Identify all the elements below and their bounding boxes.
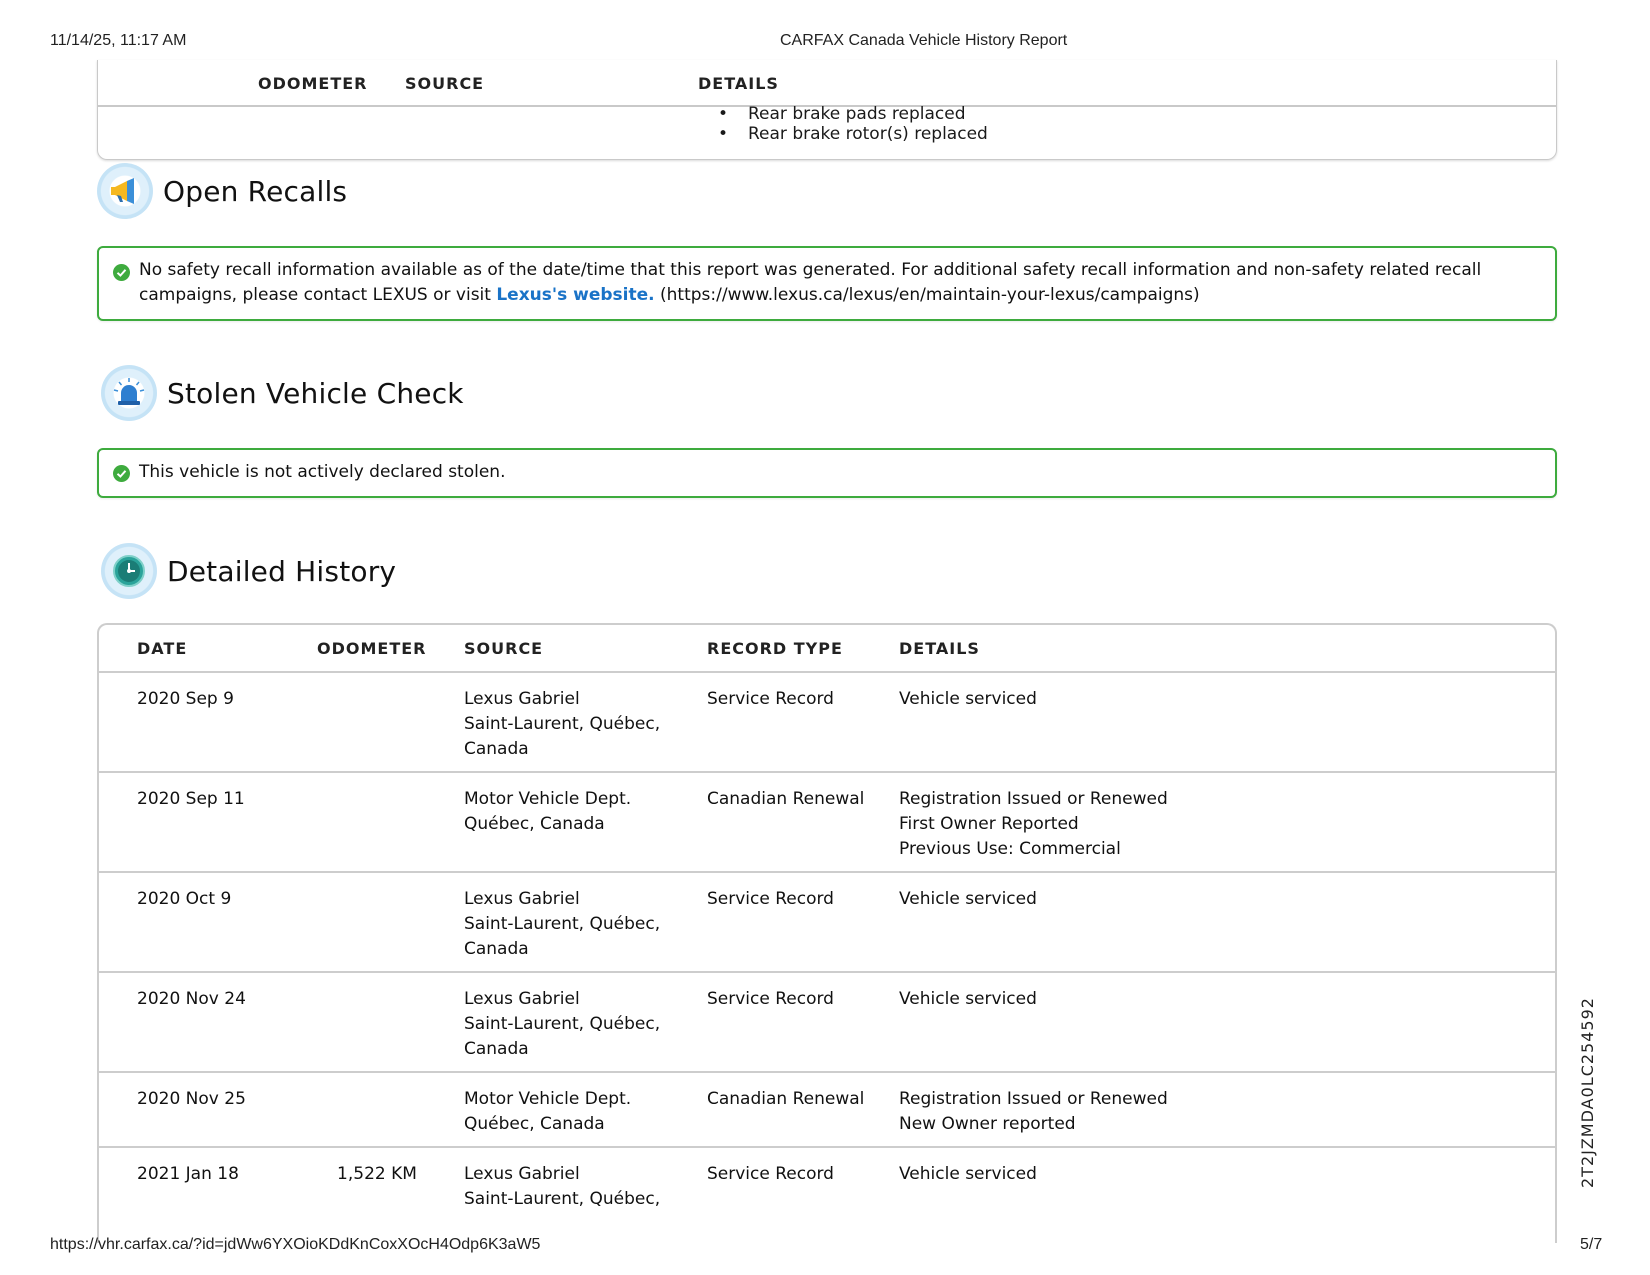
row-odometer: 1,522 KM	[337, 1164, 417, 1184]
table-row	[99, 971, 1555, 1073]
col-header-source: SOURCE	[405, 74, 485, 93]
source-line: Lexus Gabriel	[464, 1164, 580, 1184]
row-record-type: Service Record	[707, 689, 834, 709]
source-line: Motor Vehicle Dept.	[464, 1089, 632, 1109]
print-title: CARFAX Canada Vehicle History Report	[780, 32, 1068, 49]
row-source	[464, 887, 660, 962]
recall-message	[139, 258, 1525, 308]
detail-line: Vehicle serviced	[899, 989, 1037, 1009]
row-date: 2020 Nov 25	[137, 1089, 246, 1109]
check-circle-icon	[113, 465, 130, 482]
source-line: Canada	[464, 739, 529, 759]
table-row	[99, 871, 1555, 973]
row-source	[464, 687, 660, 762]
recall-message-text: No safety recall information available as of the date/time that this report was generated. For additional safety recall information and non-safety related recall campaigns, please contact LEXUS or visit	[139, 260, 1482, 305]
row-details	[899, 687, 1037, 712]
section-title: Open Recalls	[163, 174, 348, 208]
recall-url-text: (https://www.lexus.ca/lexus/en/maintain-your-lexus/campaigns)	[660, 285, 1200, 305]
col-header-record-type: RECORD TYPE	[707, 639, 843, 658]
stolen-check-alert	[97, 448, 1557, 498]
open-recalls-heading	[97, 163, 347, 219]
detail-line: Registration Issued or Renewed	[899, 789, 1168, 809]
row-record-type: Service Record	[707, 1164, 834, 1184]
row-source	[464, 1087, 631, 1137]
detailed-history-table	[97, 623, 1557, 1243]
row-date: 2020 Oct 9	[137, 889, 232, 909]
row-source	[464, 787, 631, 837]
row-details	[899, 1087, 1168, 1137]
open-recalls-alert	[97, 246, 1557, 321]
detail-line: Registration Issued or Renewed	[899, 1089, 1168, 1109]
row-date: 2020 Sep 9	[137, 689, 234, 709]
row-details	[899, 787, 1168, 862]
col-header-source: SOURCE	[464, 639, 544, 658]
col-header-date: DATE	[137, 639, 188, 658]
row-record-type: Canadian Renewal	[707, 1089, 865, 1109]
clock-icon	[101, 543, 157, 599]
table-row	[99, 671, 1555, 773]
section-title: Stolen Vehicle Check	[167, 376, 464, 410]
source-line: Saint-Laurent, Québec,	[464, 714, 661, 734]
source-line: Lexus Gabriel	[464, 889, 580, 909]
detail-line: Previous Use: Commercial	[899, 839, 1121, 859]
row-date: 2020 Sep 11	[137, 789, 245, 809]
source-line: Saint-Laurent, Québec,	[464, 1189, 661, 1209]
source-line: Québec, Canada	[464, 814, 605, 834]
siren-icon	[101, 365, 157, 421]
row-record-type: Service Record	[707, 889, 834, 909]
detail-line: Vehicle serviced	[899, 889, 1037, 909]
row-record-type: Canadian Renewal	[707, 789, 865, 809]
row-details	[899, 1162, 1037, 1187]
row-record-type: Service Record	[707, 989, 834, 1009]
table-row	[99, 1146, 1555, 1243]
source-line: Saint-Laurent, Québec,	[464, 914, 661, 934]
source-line: Lexus Gabriel	[464, 689, 580, 709]
source-line: Québec, Canada	[464, 1114, 605, 1134]
detail-line: Vehicle serviced	[899, 1164, 1037, 1184]
source-line: Lexus Gabriel	[464, 989, 580, 1009]
col-header-odometer: ODOMETER	[258, 74, 368, 93]
detail-line: Vehicle serviced	[899, 689, 1037, 709]
stolen-check-heading	[101, 365, 464, 421]
stolen-message: This vehicle is not actively declared stolen.	[139, 462, 506, 482]
col-header-details: DETAILS	[698, 74, 779, 93]
row-date: 2021 Jan 18	[137, 1164, 239, 1184]
row-date: 2020 Nov 24	[137, 989, 246, 1009]
section-title: Detailed History	[167, 554, 397, 588]
print-datetime: 11/14/25, 11:17 AM	[50, 32, 187, 49]
details-list	[718, 104, 988, 144]
col-header-details: DETAILS	[899, 639, 980, 658]
detail-line: First Owner Reported	[899, 814, 1079, 834]
source-line: Canada	[464, 939, 529, 959]
print-url: https://vhr.carfax.ca/?id=jdWw6YXOioKDdKnCoxXOcH4Odp6K3aW5	[50, 1236, 541, 1253]
vin-label: 2T2JZMDA0LC254592	[1578, 997, 1597, 1188]
check-circle-icon	[113, 264, 130, 281]
col-header-odometer: ODOMETER	[317, 639, 427, 658]
continued-history-table	[97, 60, 1557, 160]
list-item: • Rear brake rotor(s) replaced	[718, 124, 988, 144]
row-source	[464, 987, 660, 1062]
lexus-website-link[interactable]: Lexus's website.	[496, 285, 655, 305]
detail-line: New Owner reported	[899, 1114, 1076, 1134]
row-source	[464, 1162, 660, 1212]
source-line: Saint-Laurent, Québec,	[464, 1014, 661, 1034]
page-number: 5/7	[1580, 1236, 1603, 1253]
table-row	[99, 771, 1555, 873]
list-item: • Rear brake pads replaced	[718, 104, 988, 124]
megaphone-icon	[97, 163, 153, 219]
source-line: Canada	[464, 1039, 529, 1059]
row-details	[899, 887, 1037, 912]
row-details	[899, 987, 1037, 1012]
source-line: Motor Vehicle Dept.	[464, 789, 632, 809]
detailed-history-heading	[101, 543, 396, 599]
table-row	[99, 1071, 1555, 1148]
